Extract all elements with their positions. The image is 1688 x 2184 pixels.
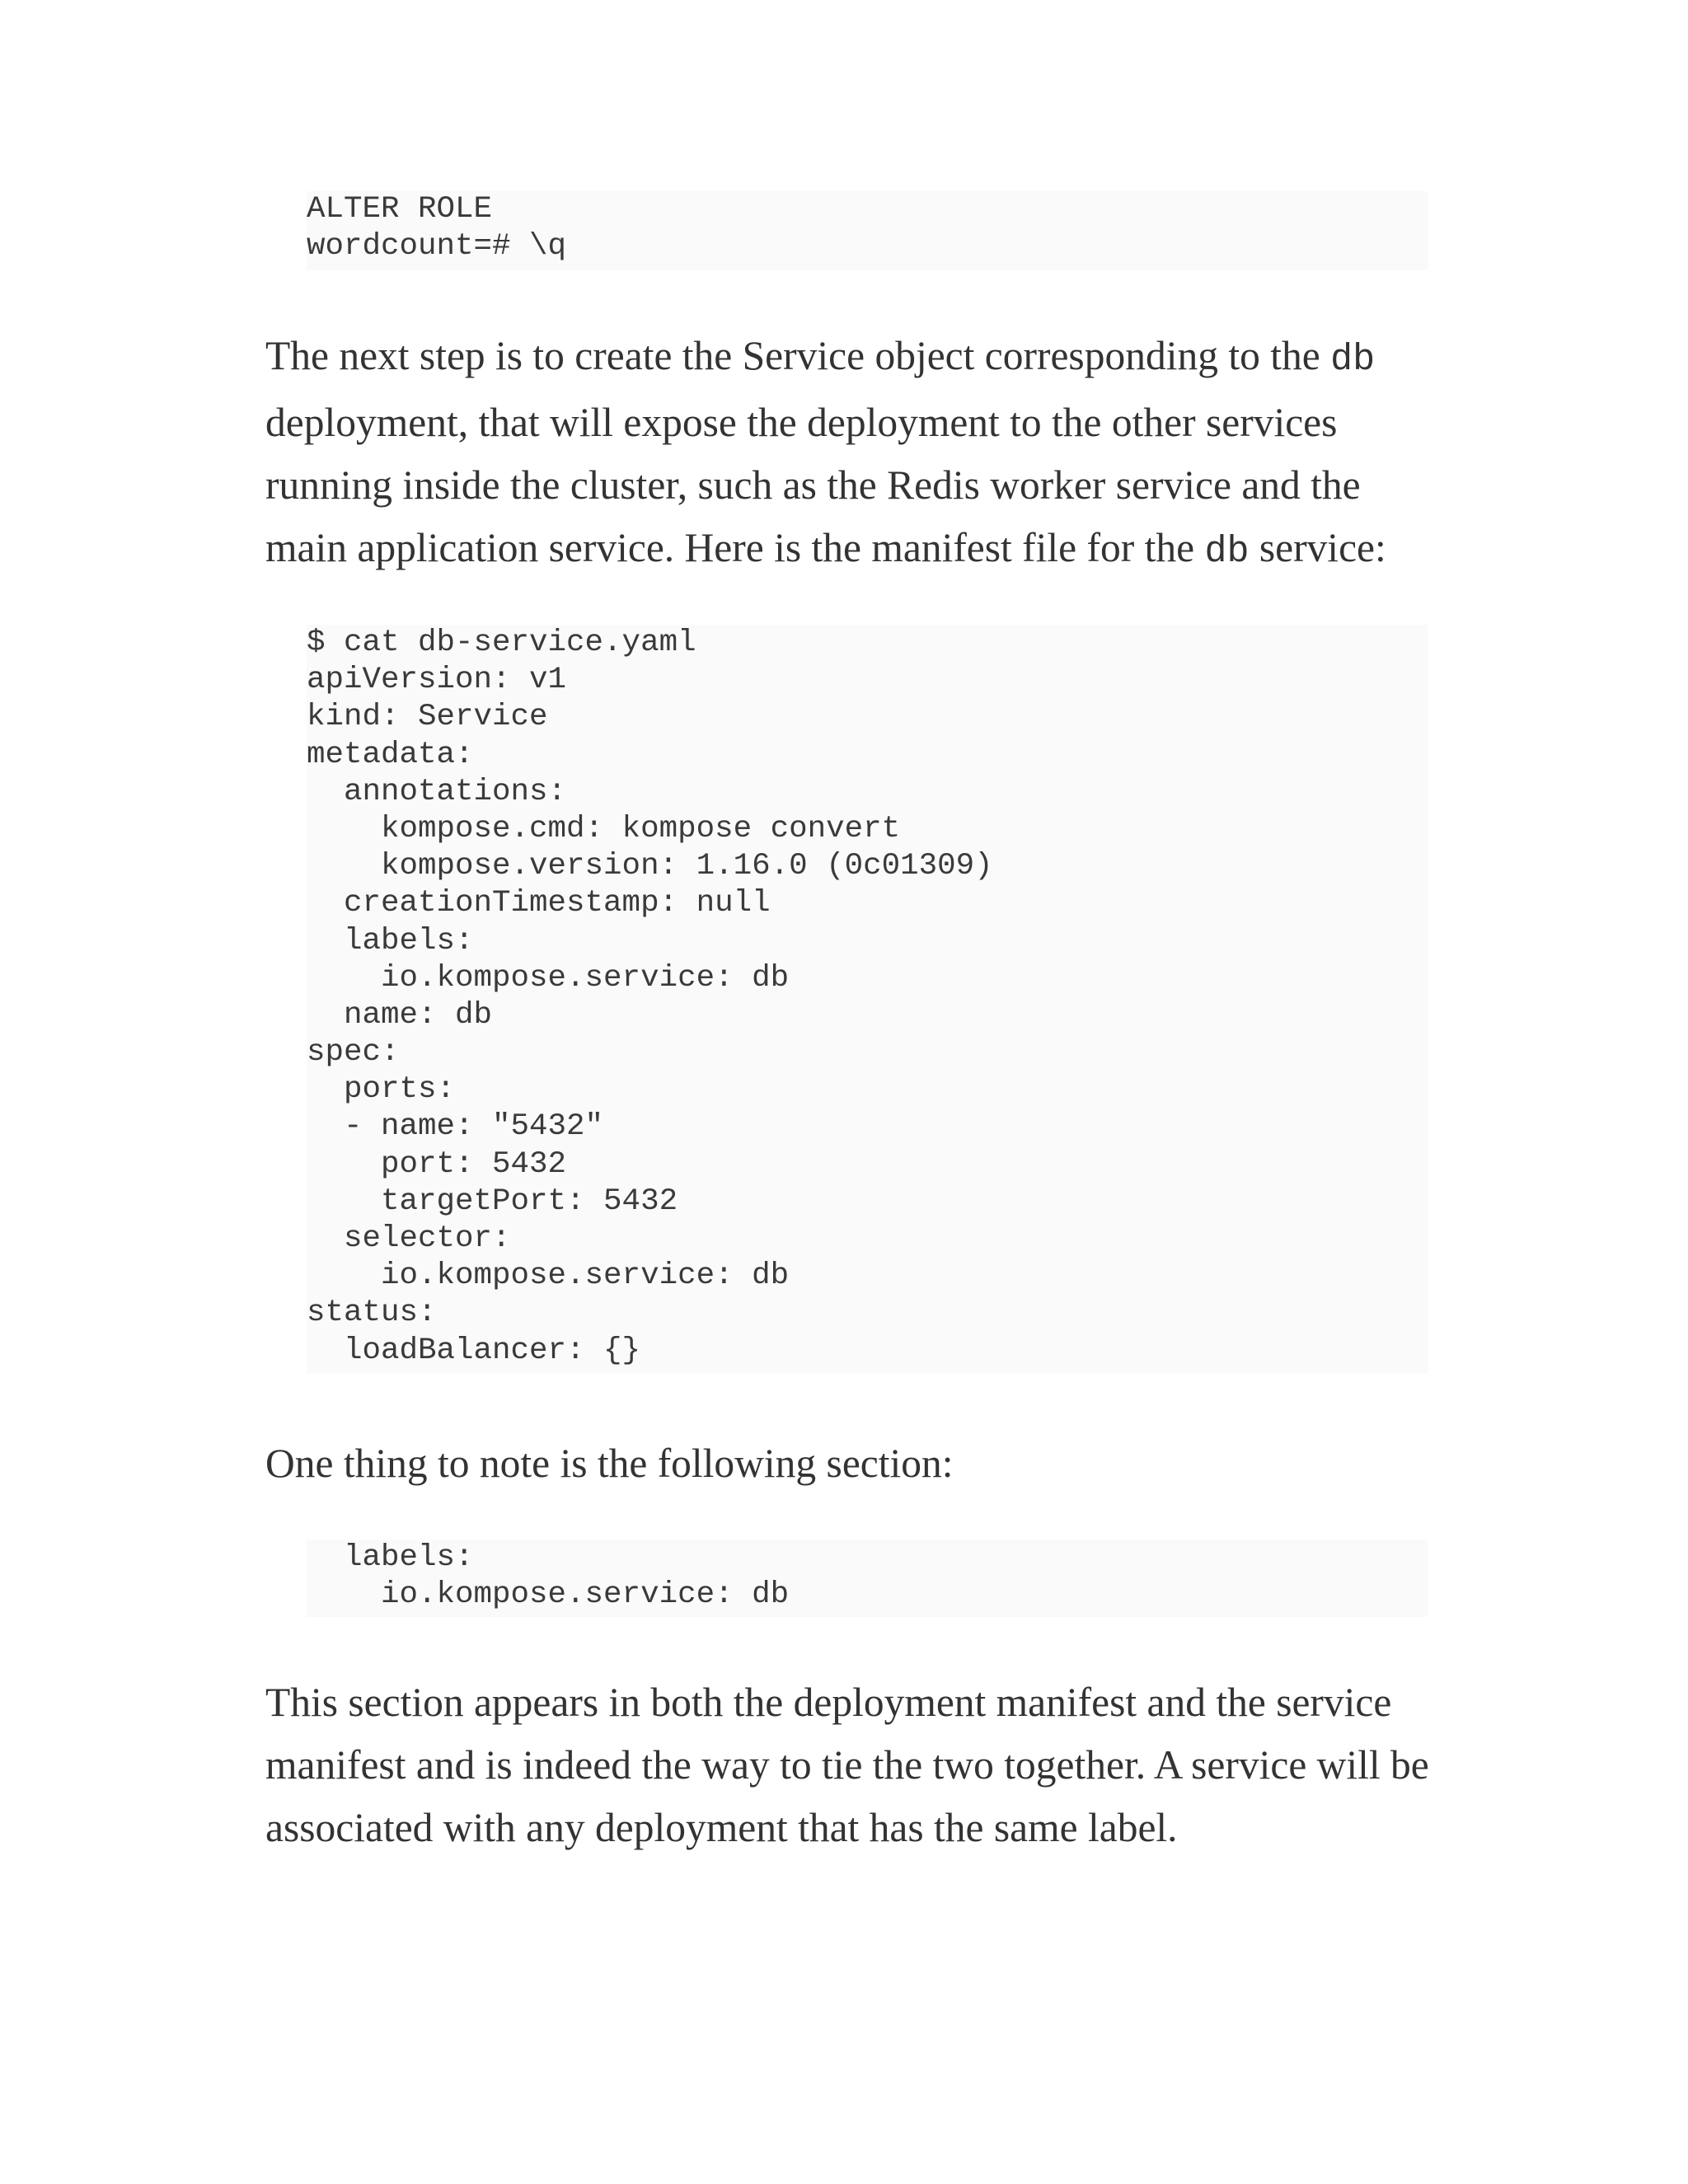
code-line: $ cat db-service.yaml: [307, 626, 696, 660]
code-line: creationTimestamp: null: [307, 886, 771, 921]
code-line: labels:: [307, 1540, 474, 1575]
paragraph-text: deployment, that will expose the deployment to the other services running inside the cluster, such as the Redis worker service and the main application service. Here is the manifest file for the: [265, 400, 1361, 570]
code-line: kompose.cmd: kompose convert: [307, 811, 901, 846]
code-line: annotations:: [307, 774, 567, 809]
code-line: io.kompose.service: db: [307, 1258, 790, 1294]
paragraph-text: This section appears in both the deployment manifest and the service manifest and is indeed the way to tie the two together. A service will be associated with any deployment that has the same label.: [265, 1680, 1429, 1850]
code-line: ports:: [307, 1072, 456, 1108]
code-line: loadBalancer: {}: [307, 1333, 641, 1368]
inline-code: db: [1330, 339, 1376, 381]
code-line: io.kompose.service: db: [307, 1577, 790, 1613]
code-line: spec:: [307, 1035, 400, 1071]
code-line: kompose.version: 1.16.0 (0c01309): [307, 849, 993, 884]
code-block-alter-role: [307, 191, 1428, 270]
code-line: apiVersion: v1: [307, 663, 567, 698]
paragraph-service-intro: [265, 325, 1436, 583]
code-line: - name: "5432": [307, 1109, 604, 1145]
code-line: status:: [307, 1296, 437, 1331]
code-line: labels:: [307, 923, 474, 958]
code-line: wordcount=# \q: [307, 229, 567, 265]
code-block-db-service-yaml: [307, 625, 1428, 1374]
code-line: kind: Service: [307, 700, 548, 735]
code-line: targetPort: 5432: [307, 1183, 678, 1219]
code-line: ALTER ROLE: [307, 192, 493, 227]
code-line: port: 5432: [307, 1146, 567, 1182]
paragraph-text: service:: [1249, 525, 1386, 570]
code-line: name: db: [307, 997, 493, 1033]
code-line: selector:: [307, 1221, 511, 1256]
inline-code: db: [1204, 531, 1250, 573]
code-line: io.kompose.service: db: [307, 960, 790, 996]
paragraph-text: The next step is to create the Service object corresponding to the: [265, 333, 1331, 378]
paragraph-text: One thing to note is the following section:: [265, 1441, 954, 1486]
paragraph-note: [265, 1432, 1436, 1495]
code-block-labels: [307, 1540, 1428, 1617]
code-line: metadata:: [307, 737, 474, 772]
paragraph-labels-explanation: [265, 1671, 1436, 1859]
